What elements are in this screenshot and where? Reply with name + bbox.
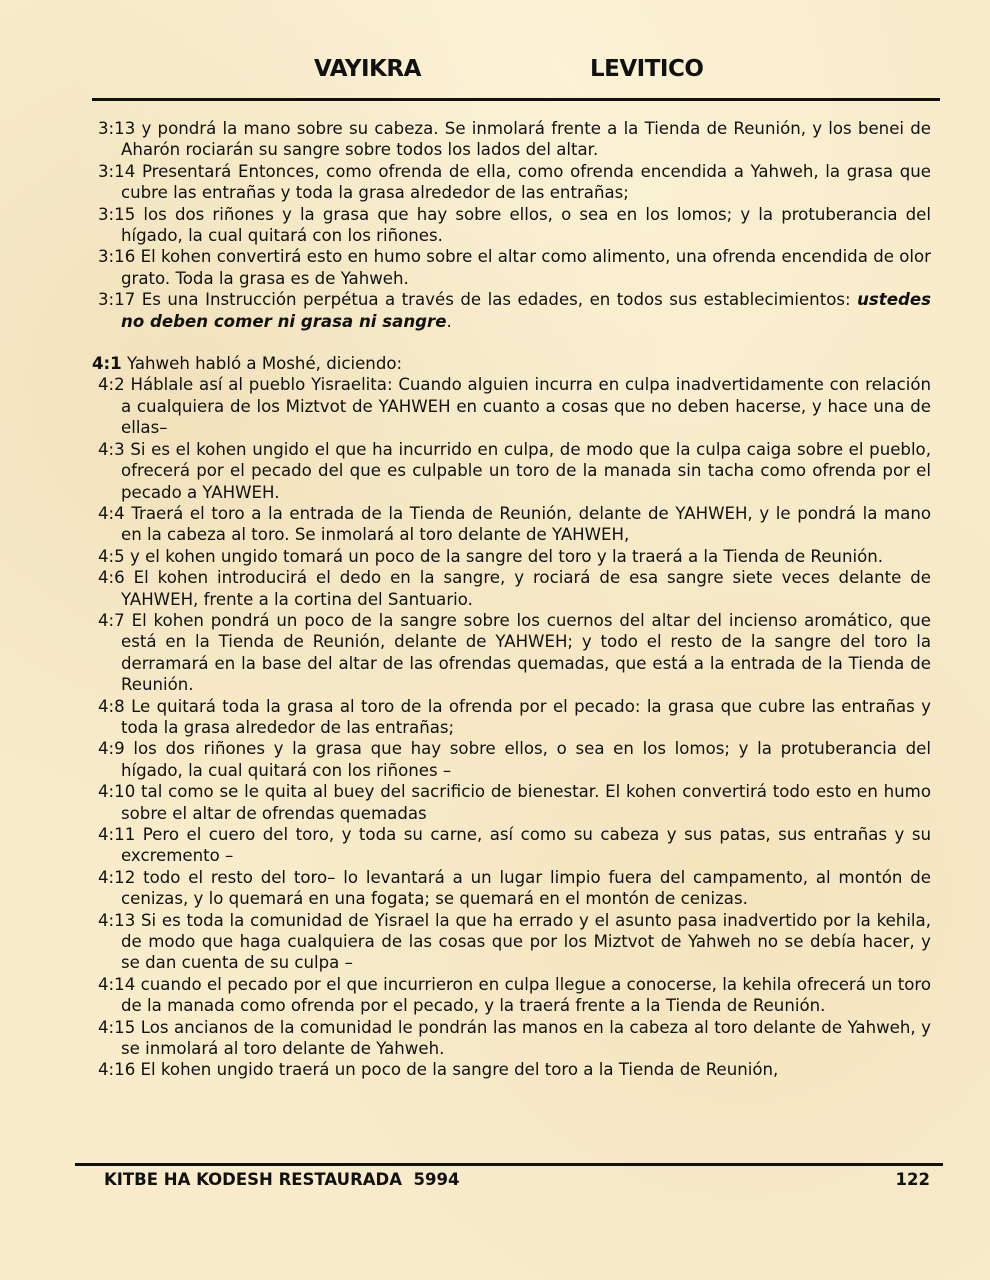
page-number: 122 xyxy=(895,1170,930,1189)
header-spanish-title: LEVITICO xyxy=(590,56,704,82)
chapter-4-intro: 4:1 Yahweh habló a Moshé, diciendo: xyxy=(92,354,403,374)
verse: 4:3 Si es el kohen ungido el que ha incurrido en culpa, de modo que la culpa caiga sobre el pueblo, ofrecerá por el pecado del que es culpable un toro de la manada sin tacha como ofrenda por el pecado a YAHWEH. xyxy=(98,439,931,502)
verse: 3:15 los dos riñones y la grasa que hay sobre ellos, o sea en los lomos; y la protuberancia del hígado, la cual quitará con los riñones. xyxy=(98,204,931,246)
page-footer xyxy=(104,1170,930,1194)
verse: 3:13 y pondrá la mano sobre su cabeza. Se inmolará frente a la Tienda de Reunión, y los benei de Aharón rociarán su sangre sobre todos los lados del altar. xyxy=(98,119,931,160)
verse: 4:7 El kohen pondrá un poco de la sangre sobre los cuernos del altar del incienso aromático, que está en la Tienda de Reunión, delante de YAHWEH; y todo el resto de la sangre del toro la derramará en la base del altar de las ofrendas quemadas, que está a la entrada de la Tienda de Reunión. xyxy=(98,610,931,695)
footer-book-title: KITBE HA KODESH RESTAURADA 5994 xyxy=(104,1170,460,1189)
verse-emphasis: ustedes no deben comer ni grasa ni sangre xyxy=(121,290,931,331)
verse: 4:2 Háblale así al pueblo Yisraelita: Cuando alguien incurra en culpa inadvertidamente con relación a cualquiera de los Miztvot de YAHWEH en cuanto a cosas que no deben hacerse, y hace una de ellas– xyxy=(98,375,931,438)
verse: 4:6 El kohen introducirá el dedo en la sangre, y rociará de esa sangre siete veces delante de YAHWEH, frente a la cortina del Santuario. xyxy=(98,568,931,609)
chapter-verse-ref: 4:1 xyxy=(92,354,122,374)
verse: 4:4 Traerá el toro a la entrada de la Tienda de Reunión, delante de YAHWEH, y le pondrá la mano en la cabeza al toro. Se inmolará al toro delante de YAHWEH, xyxy=(98,503,932,545)
verse: 4:16 El kohen ungido traerá un poco de la sangre del toro a la Tienda de Reunión, xyxy=(98,1060,779,1080)
footer-divider xyxy=(75,1163,943,1166)
scripture-text xyxy=(92,118,932,1081)
verse: 4:12 todo el resto del toro– lo levantará a un lugar limpio fuera del campamento, al montón de cenizas, y lo quemará en una fogata; se quemará en el montón de cenizas. xyxy=(98,867,931,909)
verse: 4:11 Pero el cuero del toro, y toda su carne, así como su cabeza y sus patas, sus entrañas y su excremento – xyxy=(98,825,931,866)
verse: 4:8 Le quitará toda la grasa al toro de la ofrenda por el pecado: la grasa que cubre las entrañas y toda la grasa alrededor de las entrañas; xyxy=(98,696,931,737)
verse: 4:10 tal como se le quita al buey del sacrificio de bienestar. El kohen convertirá todo esto en humo sobre el altar de ofrendas quemadas xyxy=(98,782,931,823)
verse: 4:9 los dos riñones y la grasa que hay sobre ellos, o sea en los lomos; y la protuberancia del hígado, la cual quitará con los riñones – xyxy=(98,739,931,780)
verse: 3:14 Presentará Entonces, como ofrenda de ella, como ofrenda encendida a Yahweh, la grasa que cubre las entrañas y toda la grasa alrededor de las entrañas; xyxy=(98,161,931,203)
verse: 3:17 Es una Instrucción perpétua a través de las edades, en todos sus establecimientos: ustedes no deben comer ni grasa ni sangre. xyxy=(98,290,931,331)
header-divider xyxy=(92,98,940,101)
verse: 3:16 El kohen convertirá esto en humo sobre el altar como alimento, una ofrenda encendida de olor grato. Toda la grasa es de Yahweh. xyxy=(98,247,931,288)
verse: 4:15 Los ancianos de la comunidad le pondrán las manos en la cabeza al toro delante de Yahweh, y se inmolará al toro delante de Yahweh. xyxy=(98,1017,931,1059)
verse: 4:13 Si es toda la comunidad de Yisrael la que ha errado y el asunto pasa inadvertido por la kehila, de modo que haga cualquiera de las cosas que por los Miztvot de Yahweh no se debía hacer, y se dan cuenta de su culpa – xyxy=(98,910,931,973)
header-hebrew-title: VAYIKRA xyxy=(314,56,421,82)
verse: 4:14 cuando el pecado por el que incurrieron en culpa llegue a conocerse, la kehila ofrecerá un toro de la manada como ofrenda por el pecado, y la traerá frente a la Tienda de Reunión. xyxy=(98,974,931,1016)
verse: 4:5 y el kohen ungido tomará un poco de la sangre del toro y la traerá a la Tienda de Reunión. xyxy=(98,546,884,566)
page-header xyxy=(92,56,940,92)
